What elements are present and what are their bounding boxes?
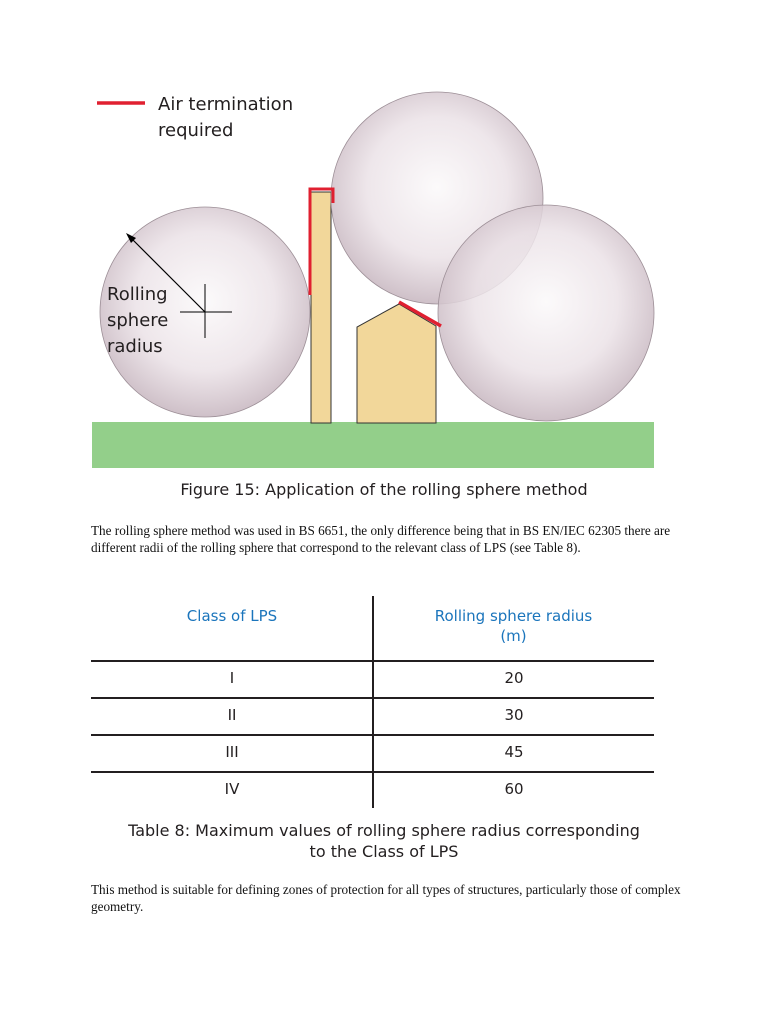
row-2-radius: 30	[504, 706, 524, 724]
ground	[92, 422, 654, 468]
row-4-radius: 60	[504, 780, 524, 798]
row-3-class: III	[225, 743, 239, 761]
row-1-radius: 20	[504, 669, 524, 687]
legend-label-line1: Air termination	[158, 94, 294, 115]
row-4-class: IV	[224, 780, 240, 798]
figure-caption: Figure 15: Application of the rolling sphere method	[180, 480, 588, 499]
tall-mast	[311, 192, 331, 423]
radius-label-line2: sphere	[107, 310, 169, 331]
legend-label-line2: required	[158, 120, 234, 141]
table-rule	[91, 771, 654, 773]
table-caption-line1: Table 8: Maximum values of rolling sphere radius corresponding	[128, 821, 640, 840]
table-caption	[0, 820, 768, 862]
radius-label-line1: Rolling	[107, 284, 168, 305]
rolling-sphere-figure	[0, 0, 768, 475]
header-radius-line1: Rolling sphere radius	[434, 607, 593, 625]
paragraph-1: The rolling sphere method was used in BS 6651, the only difference being that in BS EN/IEC 62305 there are different radii of the rolling sphere that correspond to the relevant class of LPS (see Table 8).	[91, 523, 671, 555]
table-rule	[91, 734, 654, 736]
building	[357, 304, 436, 423]
row-2-class: II	[227, 706, 237, 724]
table-rule	[91, 697, 654, 699]
header-class: Class of LPS	[186, 607, 278, 625]
row-3-radius: 45	[504, 743, 524, 761]
paragraph-2: This method is suitable for defining zones of protection for all types of structures, particularly those of complex geometry.	[91, 882, 681, 914]
header-radius	[373, 606, 654, 646]
table-column-divider	[372, 596, 374, 808]
row-1-class: I	[229, 669, 235, 687]
lps-class-table	[91, 596, 654, 808]
table-caption-line2: to the Class of LPS	[309, 842, 459, 861]
table-rule	[91, 660, 654, 662]
radius-label-line3: radius	[107, 336, 163, 357]
header-radius-line2: (m)	[500, 627, 527, 645]
rolling-sphere-right	[438, 205, 654, 421]
